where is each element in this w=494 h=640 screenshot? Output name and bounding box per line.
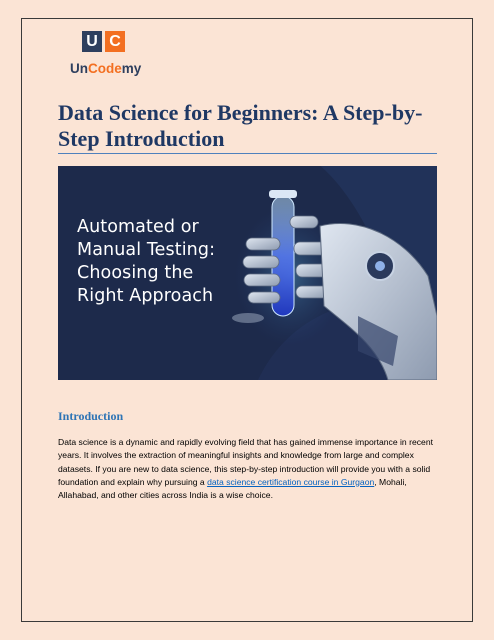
certification-course-link[interactable]: data science certification course in Gurgaon <box>207 476 375 487</box>
logo-text-un: Un <box>70 61 88 76</box>
hero-heading-line: Right Approach <box>77 286 214 306</box>
document-title: Data Science for Beginners: A Step-by-Step Introduction <box>58 100 423 151</box>
hero-heading-line: Choosing the <box>77 263 194 283</box>
logo-text-my: my <box>121 61 142 76</box>
hero-heading-line: Automated or <box>77 217 199 237</box>
logo-letter-c: C <box>105 31 125 52</box>
section-heading-introduction: Introduction <box>58 409 124 423</box>
logo-letter-u: U <box>82 31 102 52</box>
title-underline <box>58 153 437 154</box>
logo-text-code: Code <box>88 61 122 76</box>
logo-wordmark <box>70 61 141 76</box>
intro-paragraph <box>58 436 443 502</box>
hero-heading-line: Manual Testing: <box>77 240 216 260</box>
intro-text-part2: , Mohali, Allahabad, and other cities across India is a wise choice. <box>58 476 407 501</box>
hero-heading <box>77 216 215 308</box>
hero-image <box>58 166 437 380</box>
logo-mark <box>82 31 125 52</box>
uncodemy-logo <box>70 30 150 78</box>
intro-text-part1: Data science is a dynamic and rapidly evolving field that has gained immense importance in recent years. It involves the extraction of meaningful insights and knowledge from large and complex datasets. If you are new to data science, this step-by-step introduction will provide you with a solid foundation and explain why pursuing a <box>58 437 433 487</box>
